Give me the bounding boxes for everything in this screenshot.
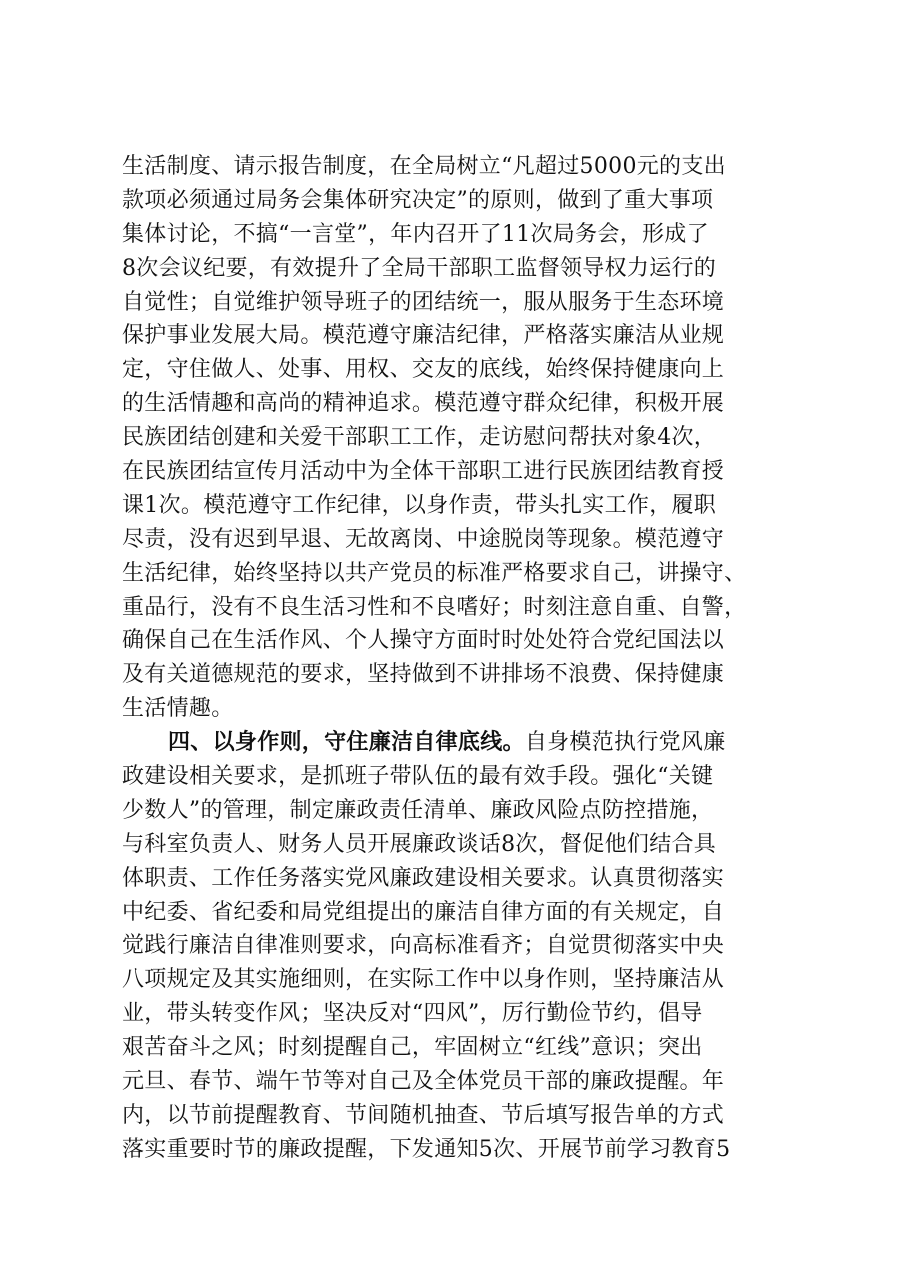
text-line: 生活制度、请示报告制度，在全局树立“凡超过5000元的支出 xyxy=(122,154,726,179)
section-heading-line xyxy=(122,726,802,760)
text-line: 落实重要时节的廉政提醒，下发通知5次、开展节前学习教育5 xyxy=(122,1136,731,1162)
text-line: 集体讨论，不搞“一言堂”，年内召开了11次局务会，形成了 xyxy=(122,221,709,247)
text-line: 八项规定及其实施细则，在实际工作中以身作则，坚持廉洁从 xyxy=(122,967,725,993)
text-line: 8次会议纪要，有效提升了全局干部职工监督领导权力运行的 xyxy=(122,255,717,281)
text-line: 课1次。模范遵守工作纪律，以身作责，带头扎实工作，履职 xyxy=(122,492,717,518)
text-line: 体职责、工作任务落实党风廉政建设相关要求。认真贯彻落实 xyxy=(122,865,725,891)
text-line: 生活纪律，始终坚持以共产党员的标准严格要求自己，讲操守、 xyxy=(122,560,747,586)
text-line: 中纪委、省纪委和局党组提出的廉洁自律方面的有关规定，自 xyxy=(122,899,725,925)
text-line: 确保自己在生活作风、个人操守方面时时处处符合党纪国法以 xyxy=(122,628,725,654)
text-line: 元旦、春节、端午节等对自己及全体党员干部的廉政提醒。年 xyxy=(122,1069,725,1095)
text-line: 生活情趣。 xyxy=(122,696,234,722)
text-line: 重品行，没有不良生活习性和不良嗜好；时刻注意自重、自警， xyxy=(122,594,747,620)
text-line: 业，带头转变作风；坚决反对“四风”，厉行勤俭节约，倡导 xyxy=(122,1001,703,1027)
text-line: 自觉性；自觉维护领导班子的团结统一，服从服务于生态环境 xyxy=(122,289,725,315)
text-line: 与科室负责人、财务人员开展廉政谈话8次，督促他们结合具 xyxy=(122,831,717,857)
text-line: 艰苦奋斗之风；时刻提醒自己，牢固树立“红线”意识；突出 xyxy=(122,1035,703,1061)
text-line: 政建设相关要求，是抓班子带队伍的最有效手段。强化“关键 xyxy=(122,764,714,790)
text-line: 定，守住做人、处事、用权、交友的底线，始终保持健康向上 xyxy=(122,357,725,383)
section-heading-continuation: 自身模范执行党风廉 xyxy=(524,730,726,756)
text-line: 及有关道德规范的要求，坚持做到不讲排场不浪费、保持健康 xyxy=(122,662,725,688)
document-body xyxy=(122,150,802,1167)
text-line: 在民族团结宣传月活动中为全体干部职工进行民族团结教育授 xyxy=(122,459,725,485)
text-line: 保护事业发展大局。模范遵守廉洁纪律，严格落实廉洁从业规 xyxy=(122,323,725,349)
text-line: 少数人”的管理，制定廉政责任清单、廉政风险点防控措施， xyxy=(122,797,714,823)
text-line: 觉践行廉洁自律准则要求，向高标准看齐；自觉贯彻落实中央 xyxy=(122,933,725,959)
text-line: 内，以节前提醒教育、节间随机抽查、节后填写报告单的方式 xyxy=(122,1102,725,1128)
text-line: 尽责，没有迟到早退、无故离岗、中途脱岗等现象。模范遵守 xyxy=(122,526,725,552)
text-line: 民族团结创建和关爱干部职工工作，走访慰问帮扶对象4次， xyxy=(122,425,717,451)
section-heading: 四、以身作则，守住廉洁自律底线。 xyxy=(168,729,525,756)
text-line: 款项必须通过局务会集体研究决定”的原则，做到了重大事项 xyxy=(122,187,714,213)
text-line: 的生活情趣和高尚的精神追求。模范遵守群众纪律，积极开展 xyxy=(122,391,725,417)
